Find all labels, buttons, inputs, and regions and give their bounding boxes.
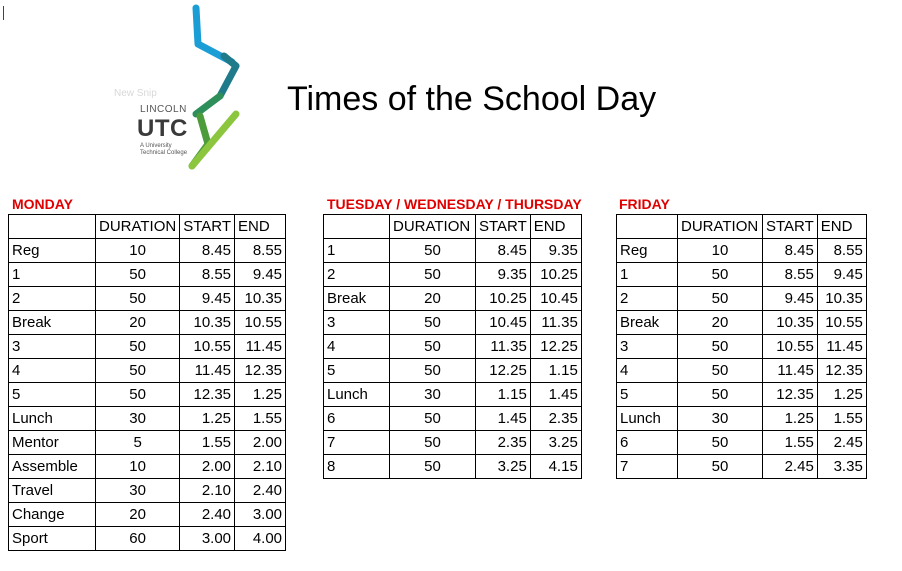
start-cell: 11.45 bbox=[763, 359, 818, 383]
period-cell: Lunch bbox=[9, 407, 96, 431]
start-cell: 12.25 bbox=[476, 359, 531, 383]
start-cell: 3.25 bbox=[476, 455, 531, 479]
table-row bbox=[324, 383, 582, 407]
start-cell: 2.00 bbox=[180, 455, 235, 479]
duration-cell: 10 bbox=[96, 239, 180, 263]
table-row bbox=[324, 407, 582, 431]
table-row bbox=[324, 455, 582, 479]
midweek-label: TUESDAY / WEDNESDAY / THURSDAY bbox=[327, 196, 582, 212]
header-cell: START bbox=[763, 215, 818, 239]
period-cell: Travel bbox=[9, 479, 96, 503]
duration-cell: 30 bbox=[96, 479, 180, 503]
monday-timetable bbox=[8, 214, 286, 551]
period-cell: Break bbox=[324, 287, 390, 311]
table-row bbox=[9, 335, 286, 359]
logo-ghost-text: New Snip bbox=[114, 88, 157, 99]
period-cell: 2 bbox=[9, 287, 96, 311]
start-cell: 3.00 bbox=[180, 527, 235, 551]
start-cell: 2.35 bbox=[476, 431, 531, 455]
end-cell: 8.55 bbox=[235, 239, 286, 263]
start-cell: 9.35 bbox=[476, 263, 531, 287]
table-row bbox=[9, 287, 286, 311]
duration-cell: 50 bbox=[390, 455, 476, 479]
end-cell: 1.45 bbox=[530, 383, 581, 407]
period-cell: Reg bbox=[9, 239, 96, 263]
period-cell: 4 bbox=[9, 359, 96, 383]
start-cell: 11.45 bbox=[180, 359, 235, 383]
end-cell: 10.45 bbox=[530, 287, 581, 311]
table-row bbox=[9, 311, 286, 335]
table-row bbox=[617, 263, 867, 287]
duration-cell: 30 bbox=[678, 407, 763, 431]
duration-cell: 50 bbox=[678, 383, 763, 407]
table-row bbox=[9, 455, 286, 479]
start-cell: 10.55 bbox=[763, 335, 818, 359]
end-cell: 10.35 bbox=[817, 287, 866, 311]
start-cell: 8.55 bbox=[763, 263, 818, 287]
duration-cell: 50 bbox=[390, 263, 476, 287]
period-cell: 3 bbox=[617, 335, 678, 359]
period-cell: 5 bbox=[9, 383, 96, 407]
table-row bbox=[617, 407, 867, 431]
table-row bbox=[9, 503, 286, 527]
header-cell: DURATION bbox=[678, 215, 763, 239]
period-cell: Break bbox=[9, 311, 96, 335]
duration-cell: 10 bbox=[96, 455, 180, 479]
start-cell: 8.45 bbox=[476, 239, 531, 263]
table-row bbox=[9, 479, 286, 503]
monday-label: MONDAY bbox=[12, 196, 73, 212]
period-cell: Lunch bbox=[324, 383, 390, 407]
duration-cell: 50 bbox=[390, 407, 476, 431]
header-cell bbox=[324, 215, 390, 239]
end-cell: 10.25 bbox=[530, 263, 581, 287]
end-cell: 9.45 bbox=[817, 263, 866, 287]
period-cell: Sport bbox=[9, 527, 96, 551]
period-cell: Reg bbox=[617, 239, 678, 263]
table-row bbox=[9, 359, 286, 383]
table-row bbox=[324, 263, 582, 287]
duration-cell: 30 bbox=[96, 407, 180, 431]
table-row bbox=[9, 431, 286, 455]
header-cell: END bbox=[817, 215, 866, 239]
end-cell: 2.10 bbox=[235, 455, 286, 479]
table-row bbox=[9, 527, 286, 551]
start-cell: 12.35 bbox=[180, 383, 235, 407]
duration-cell: 20 bbox=[390, 287, 476, 311]
table-row bbox=[324, 239, 582, 263]
duration-cell: 20 bbox=[678, 311, 763, 335]
end-cell: 12.35 bbox=[817, 359, 866, 383]
table-row bbox=[617, 383, 867, 407]
start-cell: 10.55 bbox=[180, 335, 235, 359]
end-cell: 9.45 bbox=[235, 263, 286, 287]
end-cell: 3.35 bbox=[817, 455, 866, 479]
start-cell: 9.45 bbox=[763, 287, 818, 311]
start-cell: 8.45 bbox=[180, 239, 235, 263]
start-cell: 1.55 bbox=[763, 431, 818, 455]
period-cell: 8 bbox=[324, 455, 390, 479]
start-cell: 8.45 bbox=[763, 239, 818, 263]
duration-cell: 10 bbox=[678, 239, 763, 263]
end-cell: 9.35 bbox=[530, 239, 581, 263]
table-row bbox=[9, 407, 286, 431]
end-cell: 11.35 bbox=[530, 311, 581, 335]
logo-utc-text: UTC bbox=[137, 115, 188, 142]
table-row bbox=[617, 311, 867, 335]
duration-cell: 50 bbox=[96, 383, 180, 407]
table-row bbox=[617, 431, 867, 455]
period-cell: 3 bbox=[324, 311, 390, 335]
start-cell: 2.45 bbox=[763, 455, 818, 479]
table-row bbox=[617, 359, 867, 383]
duration-cell: 50 bbox=[678, 287, 763, 311]
period-cell: 6 bbox=[617, 431, 678, 455]
friday-label: FRIDAY bbox=[619, 196, 670, 212]
start-cell: 1.55 bbox=[180, 431, 235, 455]
duration-cell: 20 bbox=[96, 503, 180, 527]
table-row bbox=[324, 311, 582, 335]
period-cell: 1 bbox=[617, 263, 678, 287]
end-cell: 2.45 bbox=[817, 431, 866, 455]
duration-cell: 50 bbox=[390, 311, 476, 335]
end-cell: 1.55 bbox=[817, 407, 866, 431]
end-cell: 11.45 bbox=[235, 335, 286, 359]
end-cell: 4.00 bbox=[235, 527, 286, 551]
duration-cell: 50 bbox=[390, 335, 476, 359]
period-cell: 7 bbox=[324, 431, 390, 455]
end-cell: 4.15 bbox=[530, 455, 581, 479]
period-cell: Break bbox=[617, 311, 678, 335]
table-row bbox=[617, 287, 867, 311]
table-row bbox=[617, 335, 867, 359]
end-cell: 2.35 bbox=[530, 407, 581, 431]
duration-cell: 50 bbox=[678, 263, 763, 287]
table-row bbox=[9, 239, 286, 263]
duration-cell: 50 bbox=[678, 335, 763, 359]
table-row bbox=[324, 359, 582, 383]
friday-timetable bbox=[616, 214, 867, 479]
start-cell: 10.35 bbox=[763, 311, 818, 335]
duration-cell: 50 bbox=[96, 287, 180, 311]
end-cell: 1.25 bbox=[235, 383, 286, 407]
duration-cell: 50 bbox=[678, 359, 763, 383]
page-title: Times of the School Day bbox=[287, 80, 657, 118]
end-cell: 1.55 bbox=[235, 407, 286, 431]
period-cell: Mentor bbox=[9, 431, 96, 455]
period-cell: Lunch bbox=[617, 407, 678, 431]
table-row bbox=[324, 431, 582, 455]
end-cell: 12.25 bbox=[530, 335, 581, 359]
header-cell: END bbox=[235, 215, 286, 239]
start-cell: 1.25 bbox=[763, 407, 818, 431]
start-cell: 11.35 bbox=[476, 335, 531, 359]
period-cell: 7 bbox=[617, 455, 678, 479]
header-cell: DURATION bbox=[390, 215, 476, 239]
header-cell bbox=[617, 215, 678, 239]
duration-cell: 50 bbox=[678, 455, 763, 479]
start-cell: 1.45 bbox=[476, 407, 531, 431]
header-cell bbox=[9, 215, 96, 239]
table-header-row bbox=[617, 215, 867, 239]
duration-cell: 50 bbox=[96, 359, 180, 383]
end-cell: 1.25 bbox=[817, 383, 866, 407]
end-cell: 12.35 bbox=[235, 359, 286, 383]
end-cell: 11.45 bbox=[817, 335, 866, 359]
end-cell: 10.55 bbox=[817, 311, 866, 335]
header-cell: START bbox=[180, 215, 235, 239]
start-cell: 9.45 bbox=[180, 287, 235, 311]
text-cursor bbox=[3, 6, 4, 20]
start-cell: 10.35 bbox=[180, 311, 235, 335]
duration-cell: 50 bbox=[96, 335, 180, 359]
period-cell: Assemble bbox=[9, 455, 96, 479]
table-header-row bbox=[324, 215, 582, 239]
duration-cell: 30 bbox=[390, 383, 476, 407]
header-cell: END bbox=[530, 215, 581, 239]
table-row bbox=[324, 335, 582, 359]
start-cell: 2.40 bbox=[180, 503, 235, 527]
duration-cell: 50 bbox=[96, 263, 180, 287]
end-cell: 10.35 bbox=[235, 287, 286, 311]
midweek-timetable bbox=[323, 214, 582, 479]
period-cell: 1 bbox=[9, 263, 96, 287]
start-cell: 1.15 bbox=[476, 383, 531, 407]
period-cell: Change bbox=[9, 503, 96, 527]
duration-cell: 50 bbox=[390, 239, 476, 263]
end-cell: 3.25 bbox=[530, 431, 581, 455]
end-cell: 1.15 bbox=[530, 359, 581, 383]
end-cell: 8.55 bbox=[817, 239, 866, 263]
table-row bbox=[617, 455, 867, 479]
end-cell: 2.40 bbox=[235, 479, 286, 503]
start-cell: 12.35 bbox=[763, 383, 818, 407]
logo-sub-line-1: A University bbox=[140, 143, 172, 149]
end-cell: 2.00 bbox=[235, 431, 286, 455]
period-cell: 3 bbox=[9, 335, 96, 359]
period-cell: 6 bbox=[324, 407, 390, 431]
period-cell: 5 bbox=[324, 359, 390, 383]
start-cell: 10.45 bbox=[476, 311, 531, 335]
duration-cell: 50 bbox=[678, 431, 763, 455]
header-cell: START bbox=[476, 215, 531, 239]
end-cell: 3.00 bbox=[235, 503, 286, 527]
period-cell: 4 bbox=[617, 359, 678, 383]
table-row bbox=[617, 239, 867, 263]
table-row bbox=[324, 287, 582, 311]
logo-sub-line-2: Technical College bbox=[140, 150, 188, 156]
duration-cell: 20 bbox=[96, 311, 180, 335]
period-cell: 5 bbox=[617, 383, 678, 407]
table-row bbox=[9, 383, 286, 407]
period-cell: 1 bbox=[324, 239, 390, 263]
logo-subtitle bbox=[140, 143, 200, 157]
duration-cell: 60 bbox=[96, 527, 180, 551]
end-cell: 10.55 bbox=[235, 311, 286, 335]
start-cell: 2.10 bbox=[180, 479, 235, 503]
logo-lincoln-text: LINCOLN bbox=[140, 104, 187, 115]
start-cell: 8.55 bbox=[180, 263, 235, 287]
table-header-row bbox=[9, 215, 286, 239]
period-cell: 2 bbox=[617, 287, 678, 311]
start-cell: 1.25 bbox=[180, 407, 235, 431]
period-cell: 4 bbox=[324, 335, 390, 359]
start-cell: 10.25 bbox=[476, 287, 531, 311]
duration-cell: 50 bbox=[390, 431, 476, 455]
duration-cell: 50 bbox=[390, 359, 476, 383]
period-cell: 2 bbox=[324, 263, 390, 287]
duration-cell: 5 bbox=[96, 431, 180, 455]
header-cell: DURATION bbox=[96, 215, 180, 239]
table-row bbox=[9, 263, 286, 287]
